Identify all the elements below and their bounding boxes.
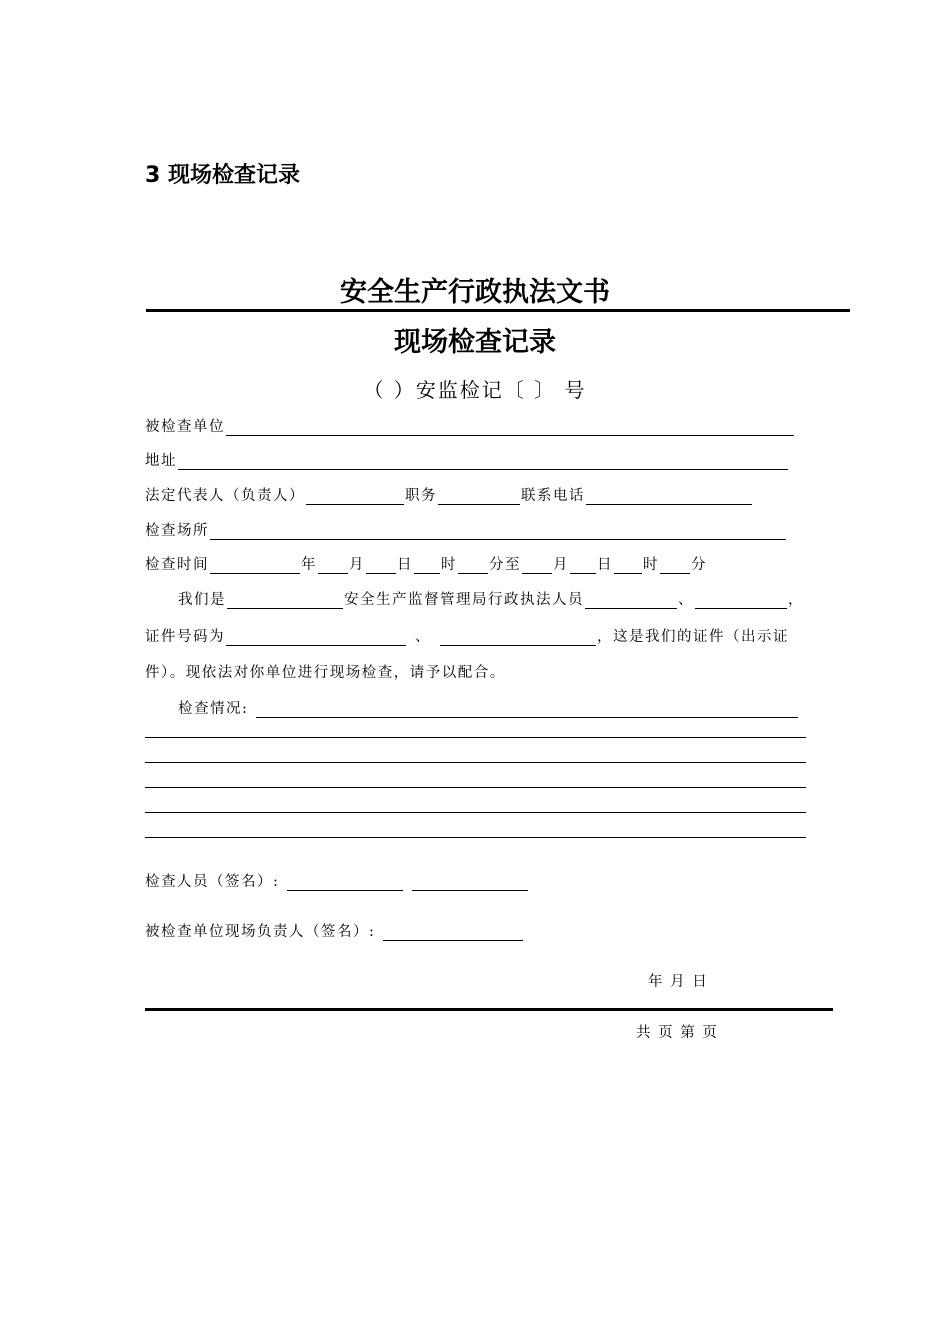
inspector-2-signature-field[interactable] bbox=[412, 874, 528, 891]
cert-shown-text: ，这是我们的证件（出示证 bbox=[597, 629, 789, 645]
day-field[interactable] bbox=[366, 557, 396, 574]
row-location bbox=[145, 518, 787, 540]
year-label: 年 bbox=[301, 557, 317, 573]
statement-line-2 bbox=[145, 624, 789, 646]
inspection-line-2[interactable] bbox=[145, 762, 806, 763]
row-address bbox=[145, 448, 789, 470]
minute2-field[interactable] bbox=[660, 557, 690, 574]
day2-field[interactable] bbox=[570, 557, 596, 574]
row-legal-rep bbox=[145, 483, 753, 505]
year-field[interactable] bbox=[210, 557, 300, 574]
inspection-line-0[interactable] bbox=[256, 701, 798, 718]
minute2-label: 分 bbox=[691, 557, 707, 573]
inspectors-signature-label: 检查人员（签名）: bbox=[145, 874, 280, 890]
page-count-footer: 共 页 第 页 bbox=[636, 1025, 719, 1041]
day-label: 日 bbox=[397, 557, 413, 573]
month2-field[interactable] bbox=[522, 557, 552, 574]
separator-1: 、 bbox=[678, 592, 694, 608]
inspection-line-5[interactable] bbox=[145, 837, 806, 838]
month-field[interactable] bbox=[318, 557, 348, 574]
officer-2-field[interactable] bbox=[695, 592, 787, 609]
inspection-line-3[interactable] bbox=[145, 787, 806, 788]
row-inspected-unit bbox=[145, 414, 795, 436]
document-title: 安全生产行政执法文书 bbox=[340, 277, 610, 308]
officer-1-field[interactable] bbox=[585, 592, 677, 609]
inspected-unit-field[interactable] bbox=[226, 419, 794, 436]
address-label: 地址 bbox=[145, 453, 177, 469]
address-field[interactable] bbox=[178, 453, 788, 470]
date-footer: 年 月 日 bbox=[648, 974, 709, 990]
we-are-label: 我们是 bbox=[178, 592, 226, 608]
inspection-situation-label: 检查情况: bbox=[178, 701, 249, 717]
cert-no-2-field[interactable] bbox=[440, 629, 596, 646]
footer-divider bbox=[145, 1008, 833, 1011]
statement-line-3 bbox=[145, 660, 506, 682]
comma-1: ， bbox=[788, 592, 804, 608]
month2-label: 月 bbox=[553, 557, 569, 573]
inspected-unit-label: 被检查单位 bbox=[145, 419, 225, 435]
inspector-1-signature-field[interactable] bbox=[287, 874, 403, 891]
separator-2: 、 bbox=[415, 629, 431, 645]
location-label: 检查场所 bbox=[145, 523, 209, 539]
inspection-line-4[interactable] bbox=[145, 812, 806, 813]
inspection-line-1[interactable] bbox=[145, 737, 806, 738]
unit-signature-label: 被检查单位现场负责人（签名）: bbox=[145, 924, 376, 940]
phone-field[interactable] bbox=[586, 488, 752, 505]
legal-rep-label: 法定代表人（负责人） bbox=[145, 488, 305, 504]
statement-text-3: 件）。现依法对你单位进行现场检查，请予以配合。 bbox=[145, 665, 506, 681]
position-field[interactable] bbox=[438, 488, 520, 505]
statement-line-1 bbox=[178, 587, 804, 609]
location-field[interactable] bbox=[210, 523, 786, 540]
title-divider bbox=[146, 309, 850, 312]
bureau-label: 安全生产监督管理局行政执法人员 bbox=[344, 592, 584, 608]
legal-rep-field[interactable] bbox=[306, 488, 404, 505]
bureau-name-field[interactable] bbox=[227, 592, 343, 609]
cert-no-label: 证件号码为 bbox=[145, 629, 225, 645]
minute-to-label: 分至 bbox=[489, 557, 521, 573]
row-time bbox=[145, 552, 707, 574]
hour2-label: 时 bbox=[643, 557, 659, 573]
cert-no-1-field[interactable] bbox=[226, 629, 406, 646]
inspection-situation-row bbox=[178, 696, 799, 718]
day2-label: 日 bbox=[597, 557, 613, 573]
hour-field[interactable] bbox=[414, 557, 440, 574]
document-subtitle: 现场检查记录 bbox=[394, 327, 556, 358]
time-label: 检查时间 bbox=[145, 557, 209, 573]
hour-label: 时 bbox=[441, 557, 457, 573]
minute-field[interactable] bbox=[458, 557, 488, 574]
hour2-field[interactable] bbox=[614, 557, 642, 574]
document-number-line: （ ）安监检记〔 〕 号 bbox=[363, 378, 587, 402]
phone-label: 联系电话 bbox=[521, 488, 585, 504]
section-title: 3 现场检查记录 bbox=[145, 163, 300, 188]
unit-signature-field[interactable] bbox=[383, 924, 523, 941]
position-label: 职务 bbox=[405, 488, 437, 504]
inspectors-signature-row bbox=[145, 869, 529, 891]
month-label: 月 bbox=[349, 557, 365, 573]
unit-signature-row bbox=[145, 919, 524, 941]
